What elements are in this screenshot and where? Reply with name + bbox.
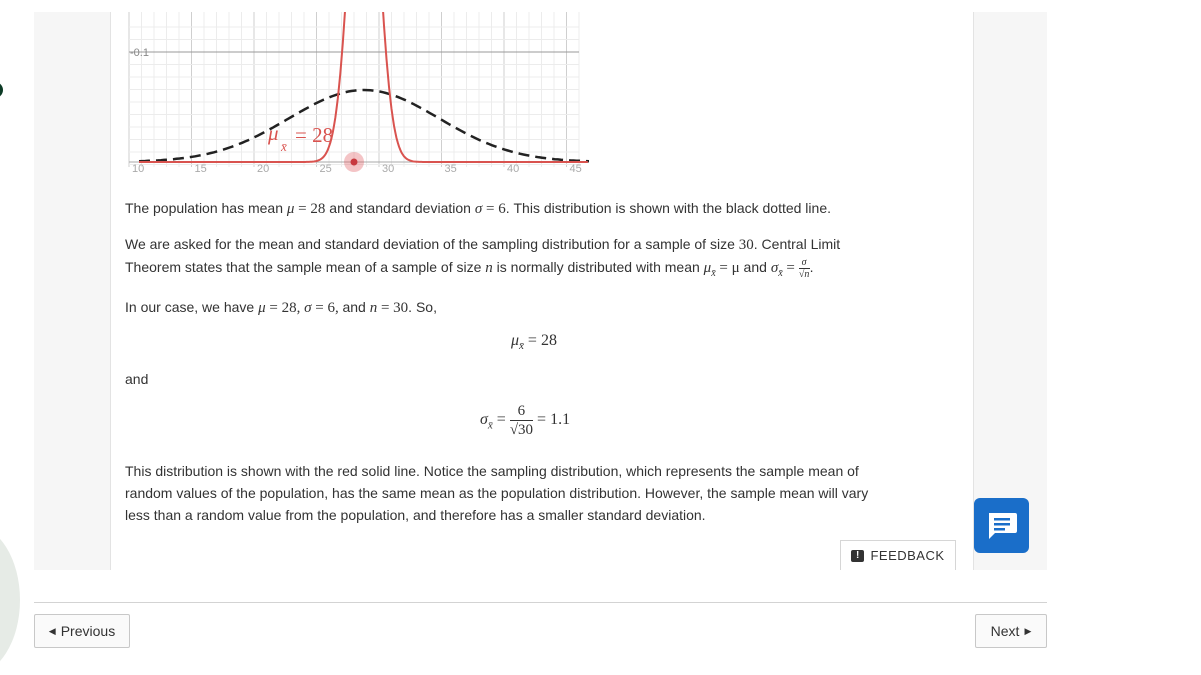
population-distribution-curve	[139, 90, 589, 161]
equation-sd: $\sigma_{x̄}$ = $\frac{6}{√30}$ = 1.1	[480, 403, 571, 438]
paragraph-our-case: In our case, we have μ = 28, σ = 6, and n = 30. So,	[125, 299, 437, 316]
mu-value-label: = 28	[295, 123, 334, 147]
caret-left-icon: ◀	[48, 625, 56, 636]
x-tick-label: 10	[132, 163, 145, 175]
previous-label: Previous	[60, 623, 116, 639]
y-tick-label: -0.1	[130, 47, 149, 59]
paragraph-conclusion: This distribution is shown with the red solid line. Notice the sampling distribution, which represents the sample mean of random values of the population, has the same mean as the population distribution. However, the sample mean will vary less than a random value from the population, and therefore has a smaller standard deviation.	[125, 463, 869, 523]
x-tick-label: 20	[257, 163, 270, 175]
paragraph-clt: We are asked for the mean and standard deviation of the sampling distribution for a sample of size 30. Central Limit Theorem states that the sample mean of a sample of size n is normally distributed with mean $\mu_{x̄} = \mu$ and $\sigma_{x̄}$ = $\frac{\sigma}{√n}$ .	[125, 236, 841, 280]
next-button[interactable]	[975, 614, 1047, 648]
x-tick-label: 40	[507, 163, 520, 175]
sigma-over-root-n: $\frac{\sigma}{√n}$	[798, 256, 810, 280]
chat-button[interactable]	[974, 498, 1029, 553]
x-tick-label: 45	[569, 163, 582, 175]
left-edge-decoration	[0, 525, 20, 675]
distribution-plot	[127, 12, 597, 187]
footer-divider	[34, 602, 1047, 603]
feedback-icon: !	[851, 550, 864, 562]
mu-label: μ	[268, 121, 279, 145]
paragraph-population: The population has mean μ = 28 and standard deviation σ = 6. This distribution is shown with the black dotted line.	[125, 200, 831, 217]
x-tick-label: 30	[382, 163, 395, 175]
x-tick-label: 25	[319, 163, 332, 175]
x-tick-label: 15	[194, 163, 207, 175]
feedback-button[interactable]	[840, 540, 956, 570]
left-edge-marker	[0, 82, 3, 98]
and-text: and	[125, 371, 149, 387]
previous-button[interactable]	[34, 614, 130, 648]
feedback-label: FEEDBACK	[870, 548, 945, 563]
next-label: Next	[990, 623, 1020, 639]
x-tick-label: 35	[444, 163, 457, 175]
equation-mean: $\mu_{x̄} = 28$	[511, 332, 557, 353]
solution-content	[110, 12, 974, 570]
mu-subscript: x̄	[281, 139, 287, 154]
six-over-root-thirty: $\frac{6}{√30}$	[509, 403, 534, 438]
caret-right-icon: ▶	[1024, 625, 1032, 636]
mean-point[interactable]	[351, 159, 358, 166]
chat-bubble-icon	[986, 511, 1018, 541]
